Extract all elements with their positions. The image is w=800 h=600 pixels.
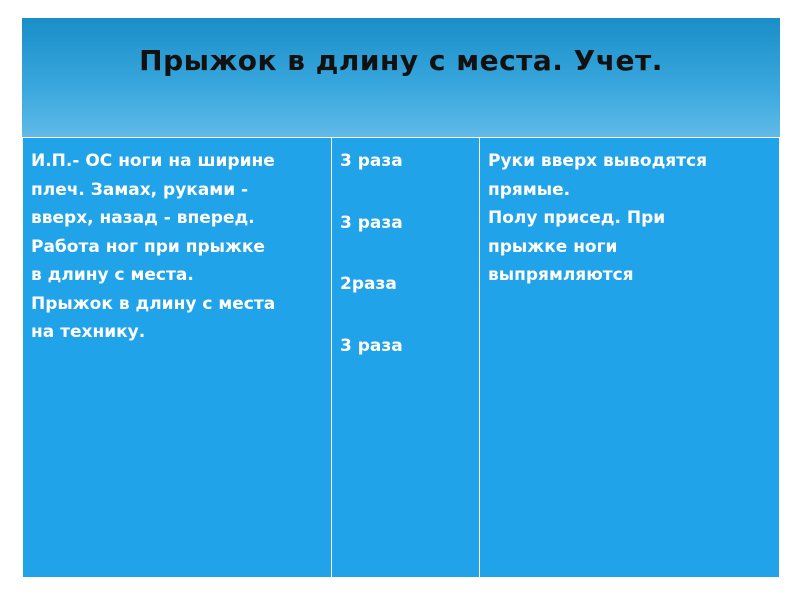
note-line: выпрямляются — [488, 265, 634, 285]
note-line: Руки вверх выводятся — [488, 151, 708, 171]
exercise-table — [22, 137, 780, 578]
methodical-notes-cell — [480, 138, 779, 577]
repetition-count: 3 раза — [340, 335, 403, 356]
note-line: прыжке ноги — [488, 236, 618, 257]
note-line: Полу присед. При — [488, 208, 666, 228]
exercise-line: Прыжок в длину с места — [31, 293, 276, 314]
note-line: прямые. — [488, 179, 571, 200]
repetition-count: 3 раза — [340, 212, 403, 233]
exercise-line: Работа ног при прыжке — [31, 236, 265, 257]
repetition-count: 3 раза — [340, 151, 403, 171]
exercise-line: И.П.- ОС ноги на ширине — [31, 151, 275, 171]
slide-title: Прыжок в длину с места. Учет. — [139, 44, 663, 77]
exercise-line: на технику. — [31, 322, 146, 342]
repetitions-cell — [332, 138, 480, 577]
exercise-line: вверх, назад - вперед. — [31, 208, 255, 228]
exercise-description-cell — [23, 138, 332, 577]
repetition-count: 2раза — [340, 274, 397, 294]
exercise-line: в длину с места. — [31, 265, 194, 285]
exercise-line: плеч. Замах, руками - — [31, 179, 249, 200]
